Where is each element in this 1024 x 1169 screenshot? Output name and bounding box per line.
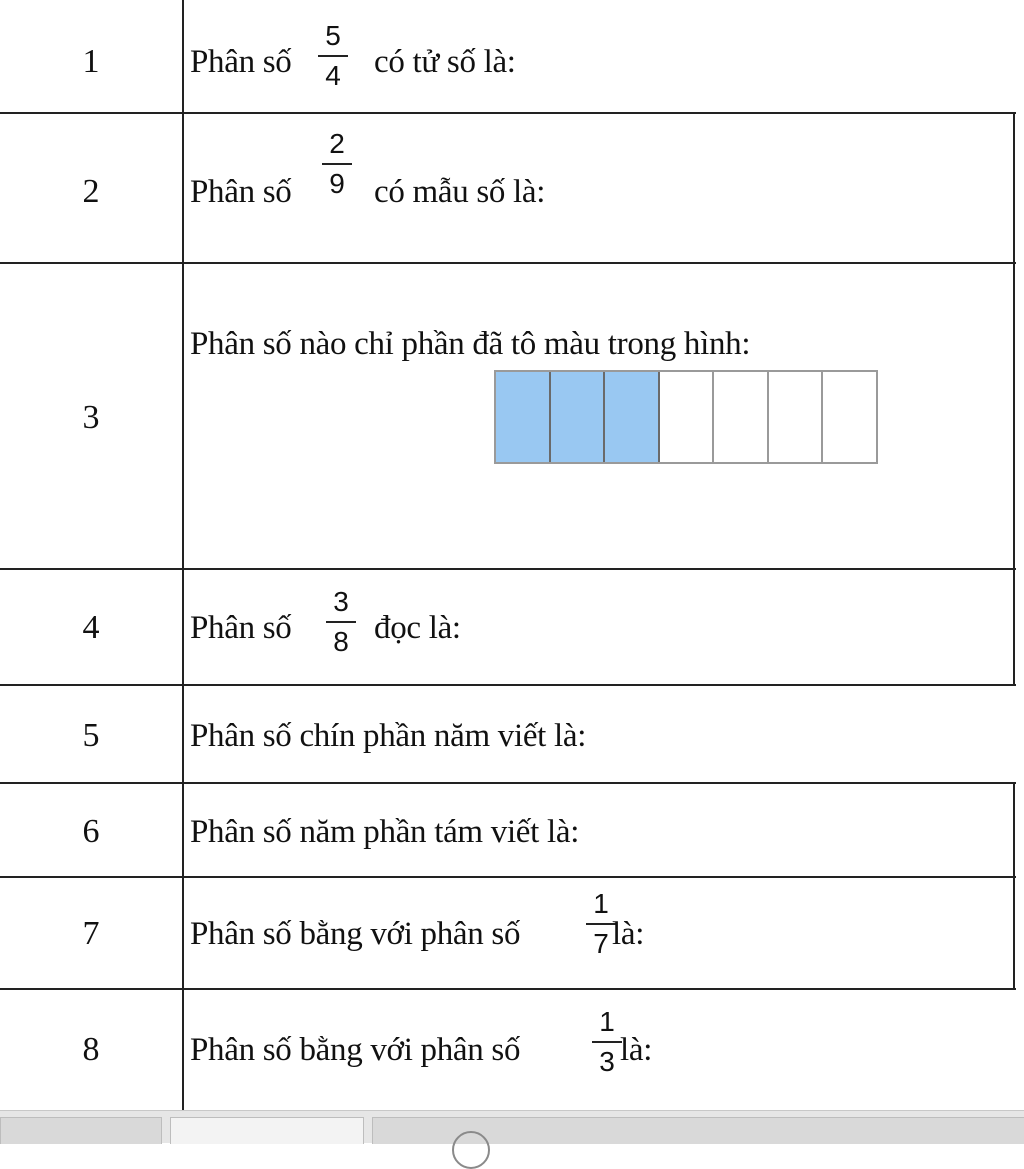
fraction-denominator: 9	[329, 168, 345, 199]
fraction	[318, 20, 348, 92]
unshaded-part	[769, 372, 824, 462]
fraction-bar	[318, 55, 348, 57]
row-number: 4	[82, 609, 100, 646]
column-divider	[182, 0, 184, 1110]
question-text-after: là:	[620, 1032, 653, 1068]
sheet-tab[interactable]	[0, 1117, 162, 1144]
shaded-fraction-figure	[494, 370, 878, 464]
question-text-after: là:	[612, 916, 645, 952]
shaded-part	[605, 372, 660, 462]
unshaded-part	[823, 372, 876, 462]
sheet-tab-bar	[0, 1110, 1024, 1143]
question-text: Phân số năm phần tám viết là:	[190, 814, 580, 850]
fraction-denominator: 4	[325, 60, 341, 91]
fraction	[322, 128, 352, 200]
row-number: 2	[82, 173, 100, 210]
question-text-after: có tử số là:	[374, 44, 516, 80]
question-text-before: Phân số	[190, 174, 292, 210]
shaded-part	[496, 372, 551, 462]
row-border	[0, 112, 1016, 114]
row-border	[0, 568, 1016, 570]
question-text: Phân số nào chỉ phần đã tô màu trong hình:	[190, 326, 751, 362]
row-number: 1	[82, 43, 100, 80]
fraction-bar	[326, 621, 356, 623]
fraction-denominator: 8	[333, 626, 349, 657]
fraction-numerator: 3	[333, 586, 349, 617]
row-border	[0, 684, 1016, 686]
question-text-before: Phân số	[190, 44, 292, 80]
fraction-numerator: 2	[329, 128, 345, 159]
row-border	[0, 876, 1016, 878]
circle-icon[interactable]	[452, 1131, 490, 1169]
right-border	[1013, 112, 1015, 684]
fraction-bar	[322, 163, 352, 165]
fraction-numerator: 1	[593, 888, 609, 919]
fraction-numerator: 1	[599, 1006, 615, 1037]
fraction	[326, 586, 356, 658]
sheet-tab-active[interactable]	[170, 1117, 364, 1144]
question-text-before: Phân số bằng với phân số	[190, 1032, 521, 1068]
question-text-before: Phân số	[190, 610, 292, 646]
row-number: 7	[82, 915, 100, 952]
right-border	[1013, 782, 1015, 988]
row-number: 8	[82, 1031, 100, 1068]
row-number: 5	[82, 717, 100, 754]
row-border	[0, 262, 1016, 264]
row-border	[0, 988, 1016, 990]
unshaded-part	[714, 372, 769, 462]
unshaded-part	[660, 372, 715, 462]
fraction-denominator: 7	[593, 928, 609, 959]
shaded-part	[551, 372, 606, 462]
row-number: 6	[82, 813, 100, 850]
question-text-after: có mẫu số là:	[374, 174, 546, 210]
question-text-after: đọc là:	[374, 610, 461, 646]
row-border	[0, 782, 1016, 784]
question-text-before: Phân số bằng với phân số	[190, 916, 521, 952]
question-text: Phân số chín phần năm viết là:	[190, 718, 587, 754]
fraction	[592, 1006, 622, 1078]
fraction-numerator: 5	[325, 20, 341, 51]
row-number: 3	[82, 399, 100, 436]
fraction-denominator: 3	[599, 1046, 615, 1077]
fraction-bar	[592, 1041, 622, 1043]
